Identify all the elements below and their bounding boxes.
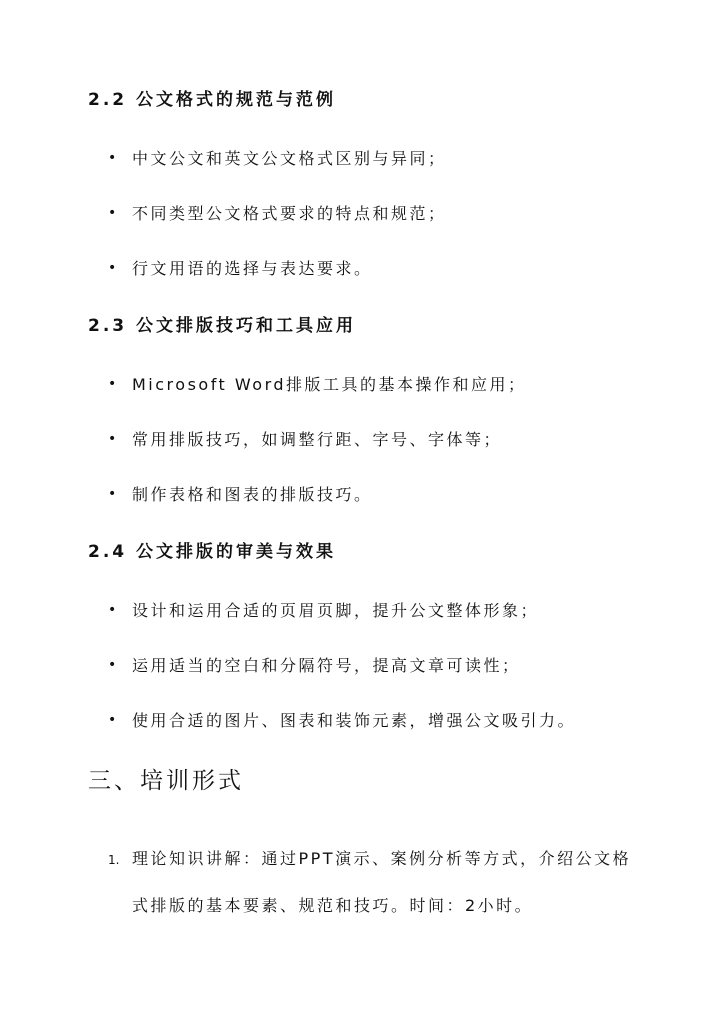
bullet-icon: • <box>108 205 119 221</box>
list-item-text: 中文公文和英文公文格式区别与异同； <box>132 149 447 168</box>
bullet-icon: • <box>108 260 119 276</box>
list-item-text: Microsoft Word排版工具的基本操作和应用； <box>132 375 527 394</box>
list-item-text: 行文用语的选择与表达要求。 <box>132 259 373 278</box>
list-item <box>108 713 576 729</box>
list-item <box>108 261 373 277</box>
list-item <box>108 603 539 619</box>
list-item <box>108 658 521 674</box>
list-item-text: 使用合适的图片、图表和装饰元素，增强公文吸引力。 <box>132 711 577 730</box>
list-item <box>108 487 373 503</box>
section-heading-2-4: 2.4 公文排版的审美与效果 <box>88 542 337 562</box>
bullet-icon: • <box>108 602 119 618</box>
chapter-heading: 三、培训形式 <box>88 768 244 794</box>
numbered-list-item <box>108 836 648 929</box>
list-item <box>108 432 502 448</box>
list-item-text: 设计和运用合适的页眉页脚，提升公文整体形象； <box>132 601 540 620</box>
list-item-text: 运用适当的空白和分隔符号，提高文章可读性； <box>132 656 521 675</box>
list-item-text: 制作表格和图表的排版技巧。 <box>132 485 373 504</box>
bullet-icon: • <box>108 431 119 447</box>
bullet-icon: • <box>108 657 119 673</box>
list-item <box>108 151 447 167</box>
bullet-icon: • <box>108 150 119 166</box>
list-number: 1. <box>108 853 120 867</box>
list-item-text-line2: 式排版的基本要素、规范和技巧。时间：2小时。 <box>132 896 534 915</box>
bullet-icon: • <box>108 376 119 392</box>
section-heading-2-3: 2.3 公文排版技巧和工具应用 <box>88 316 357 336</box>
bullet-icon: • <box>108 486 119 502</box>
section-heading-2-2: 2.2 公文格式的规范与范例 <box>88 90 337 110</box>
list-item-text: 常用排版技巧，如调整行距、字号、字体等； <box>132 430 503 449</box>
bullet-icon: • <box>108 712 119 728</box>
list-item-text-line1: 理论知识讲解：通过PPT演示、案例分析等方式，介绍公文格 <box>132 849 632 868</box>
list-item <box>108 377 527 393</box>
list-item <box>108 206 447 222</box>
list-item-text: 不同类型公文格式要求的特点和规范； <box>132 204 447 223</box>
